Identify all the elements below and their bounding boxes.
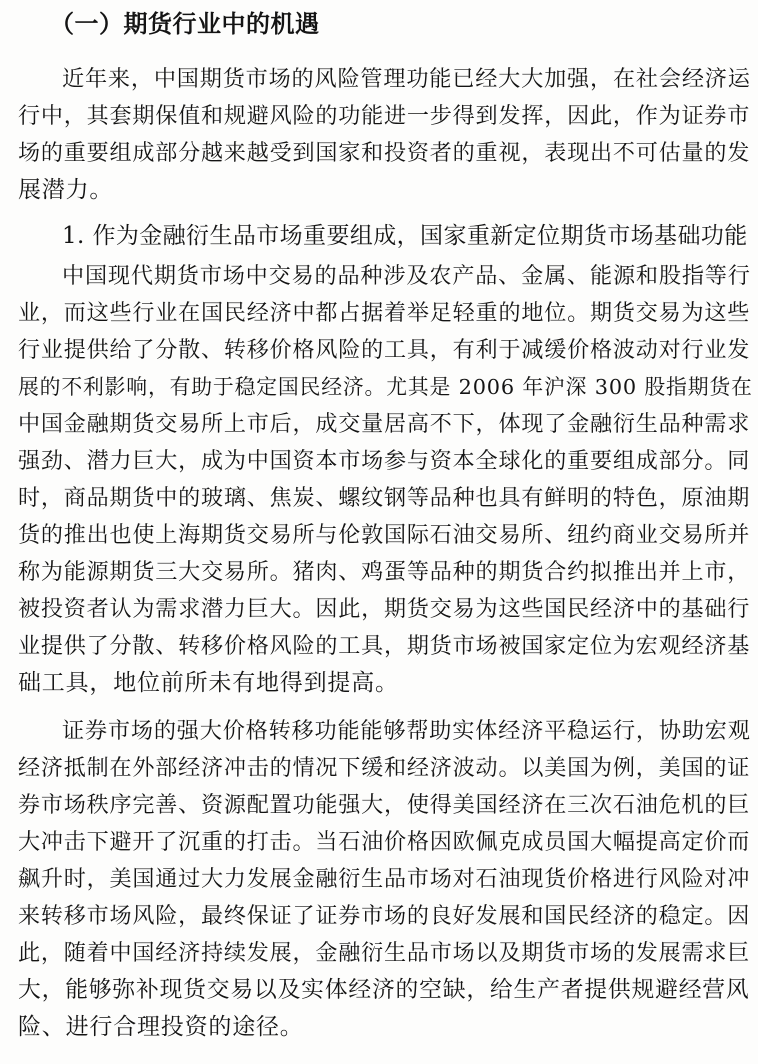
paragraph-1-line-3: 场的重要组成部分越来越受到国家和投资者的重视，表现出不可估量的发 <box>18 140 751 166</box>
paragraph-2-line-12: 础工具，地位前所未有地得到提高。 <box>18 670 399 696</box>
paragraph-1-line-4: 展潜力。 <box>18 177 114 203</box>
paragraph-3-line-1: 证券市场的强大价格转移功能能够帮助实体经济平稳运行，协助宏观 <box>62 718 751 744</box>
paragraph-1-line-2: 行中，其套期保值和规避风险的功能进一步得到发挥，因此，作为证券市 <box>18 103 751 129</box>
paragraph-2-line-1: 中国现代期货市场中交易的品种涉及农产品、金属、能源和股指等行 <box>62 263 751 289</box>
paragraph-3-line-2: 经济抵制在外部经济冲击的情况下缓和经济波动。以美国为例，美国的证 <box>18 755 751 781</box>
paragraph-2-line-11: 业提供了分散、转移价格风险的工具，期货市场被国家定位为宏观经济基 <box>18 633 751 659</box>
section-heading: （一）期货行业中的机遇 <box>50 10 320 38</box>
paragraph-2-line-7: 时，商品期货中的玻璃、焦炭、螺纹钢等品种也具有鲜明的特色，原油期 <box>18 485 751 511</box>
paragraph-2-line-4: 展的不利影响，有助于稳定国民经济。尤其是 2006 年沪深 300 股指期货在 <box>18 375 753 399</box>
paragraph-3-line-9: 险、进行合理投资的途径。 <box>18 1014 304 1040</box>
paragraph-3-line-5: 飙升时，美国通过大力发展金融衍生品市场对石油现货价格进行风险对冲 <box>18 866 751 892</box>
paragraph-3-line-4: 大冲击下避开了沉重的打击。当石油价格因欧佩克成员国大幅提高定价而 <box>18 829 751 855</box>
paragraph-1-line-1: 近年来，中国期货市场的风险管理功能已经大大加强，在社会经济运 <box>62 66 751 92</box>
paragraph-2-line-2: 业，而这些行业在国民经济中都占据着举足轻重的地位。期货交易为这些 <box>18 300 751 326</box>
paragraph-3-line-8: 大，能够弥补现货交易以及实体经济的空缺，给生产者提供规避经营风 <box>18 977 750 1003</box>
paragraph-3-line-3: 券市场秩序完善、资源配置功能强大，使得美国经济在三次石油危机的巨 <box>18 792 751 818</box>
paragraph-2-line-3: 行业提供给了分散、转移价格风险的工具，有利于减缓价格波动对行业发 <box>18 337 751 363</box>
paragraph-2-line-6: 强劲、潜力巨大，成为中国资本市场参与资本全球化的重要组成部分。同 <box>18 448 751 474</box>
paragraph-2-line-9: 称为能源期货三大交易所。猪肉、鸡蛋等品种的期货合约拟推出并上市， <box>18 559 751 585</box>
paragraph-2-line-5: 中国金融期货交易所上市后，成交量居高不下，体现了金融衍生品种需求 <box>18 411 751 437</box>
paragraph-2-line-10: 被投资者认为需求潜力巨大。因此，期货交易为这些国民经济中的基础行 <box>18 596 751 622</box>
paragraph-2-line-8: 货的推出也使上海期货交易所与伦敦国际石油交易所、纽约商业交易所并 <box>18 522 751 548</box>
paragraph-3-line-6: 来转移市场风险，最终保证了证券市场的良好发展和国民经济的稳定。因 <box>18 903 751 929</box>
paragraph-3-line-7: 此，随着中国经济持续发展，金融衍生品市场以及期货市场的发展需求巨 <box>18 940 751 966</box>
subheading-1: 1. 作为金融衍生品市场重要组成，国家重新定位期货市场基础功能 <box>62 223 748 249</box>
